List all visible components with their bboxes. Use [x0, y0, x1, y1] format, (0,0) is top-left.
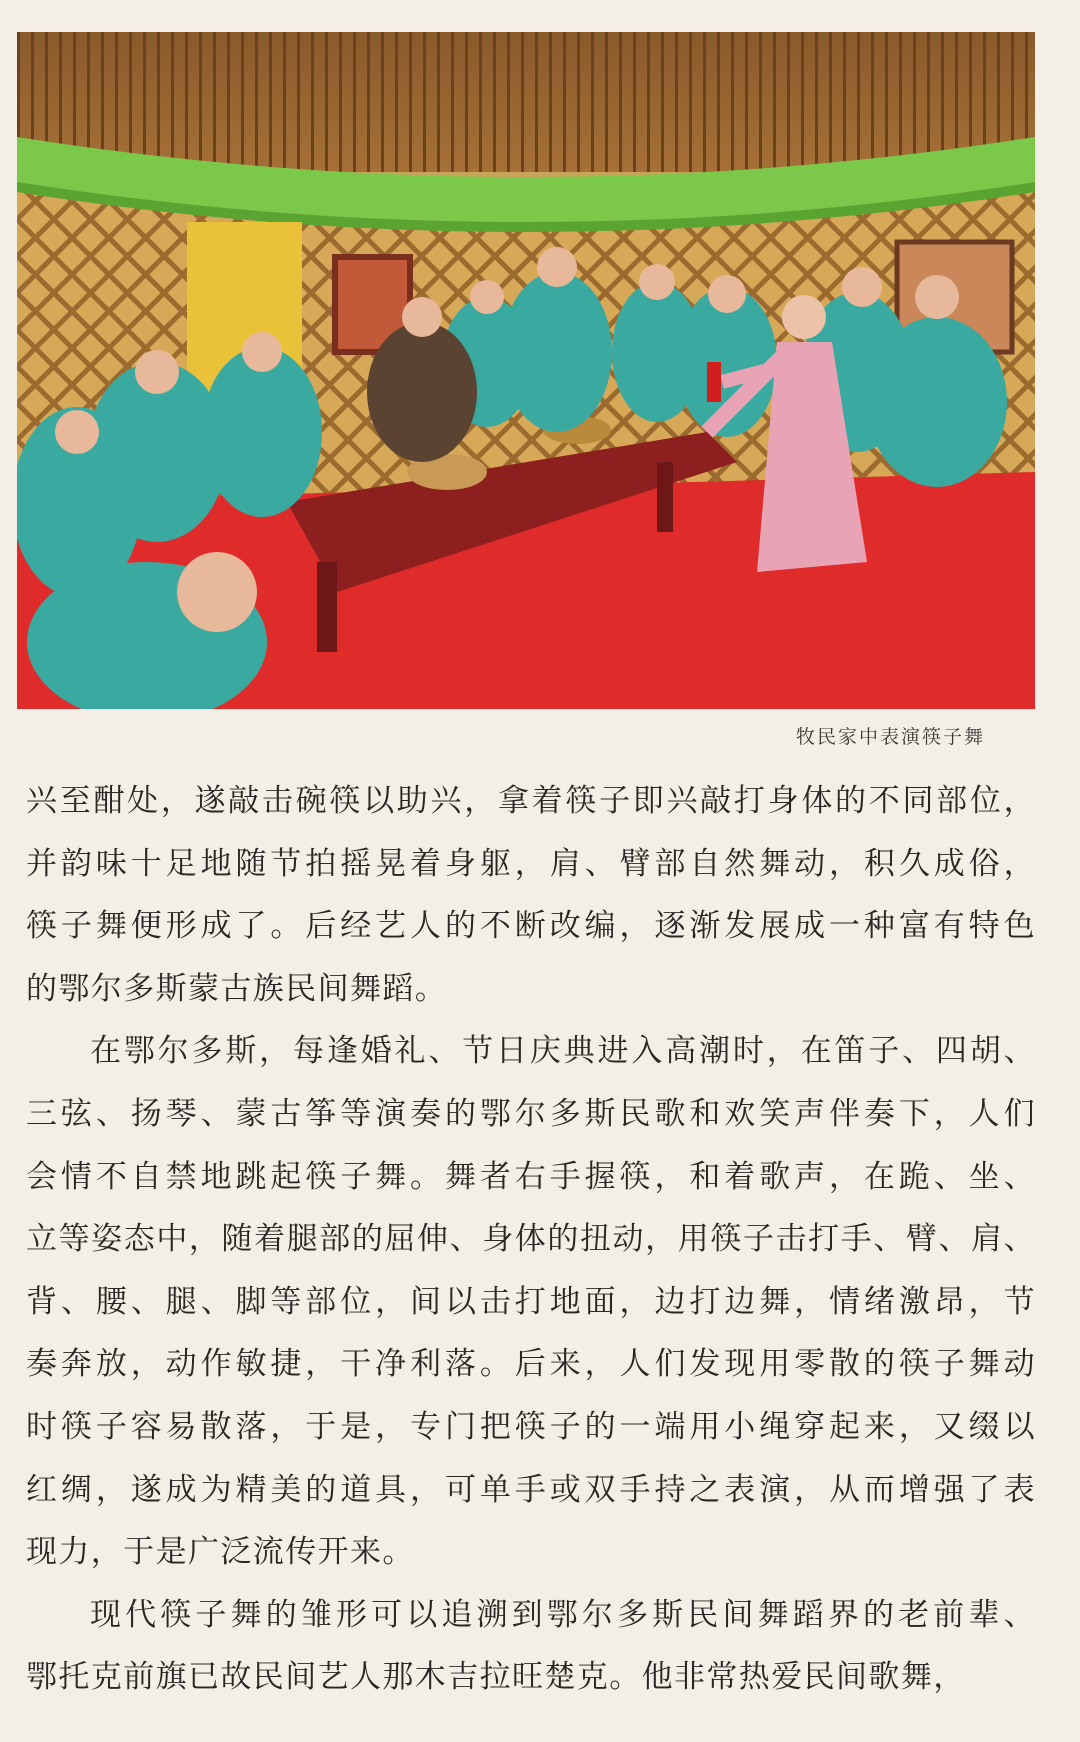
text-line: 背、腰、腿、脚等部位，间以击打地面，边打边舞，情绪激昂，节 [26, 1283, 1036, 1320]
text-line: 的鄂尔多斯蒙古族民间舞蹈。 [26, 970, 448, 1007]
text-line: 筷子舞便形成了。后经艺人的不断改编，逐渐发展成一种富有特色 [26, 908, 1036, 945]
photo-caption: 牧民家中表演筷子舞 [795, 726, 985, 748]
photo-illustration [17, 32, 1035, 709]
photo-yurt-chopstick-dance [17, 32, 1035, 709]
text-line: 鄂托克前旗已故民间艺人那木吉拉旺楚克。他非常热爱民间歌舞， [26, 1659, 966, 1696]
text-line: 时筷子容易散落，于是，专门把筷子的一端用小绳穿起来，又缀以 [26, 1408, 1036, 1445]
paragraph [26, 1020, 1036, 1583]
text-line: 在鄂尔多斯，每逢婚礼、节日庆典进入高潮时，在笛子、四胡、 [90, 1033, 1036, 1070]
text-line: 红绸，遂成为精美的道具，可单手或双手持之表演，从而增强了表 [26, 1471, 1036, 1508]
text-line: 现力，于是广泛流传开来。 [26, 1534, 415, 1571]
paragraph [26, 770, 1036, 1020]
text-line: 并韵味十足地随节拍摇晃着身躯，肩、臂部自然舞动，积久成俗， [26, 845, 1036, 882]
text-line: 三弦、扬琴、蒙古筝等演奏的鄂尔多斯民歌和欢笑声伴奏下，人们 [26, 1095, 1036, 1132]
text-line: 立等姿态中，随着腿部的屈伸、身体的扭动，用筷子击打手、臂、肩、 [26, 1221, 1036, 1258]
body-text [26, 770, 1036, 1709]
paragraph [26, 1584, 1036, 1709]
text-line: 现代筷子舞的雏形可以追溯到鄂尔多斯民间舞蹈界的老前辈、 [90, 1596, 1036, 1633]
text-line: 奏奔放，动作敏捷，干净利落。后来，人们发现用零散的筷子舞动 [26, 1346, 1036, 1383]
text-line: 会情不自禁地跳起筷子舞。舞者右手握筷，和着歌声，在跪、坐、 [26, 1158, 1036, 1195]
text-line: 兴至酣处，遂敲击碗筷以助兴，拿着筷子即兴敲打身体的不同部位， [26, 783, 1036, 819]
